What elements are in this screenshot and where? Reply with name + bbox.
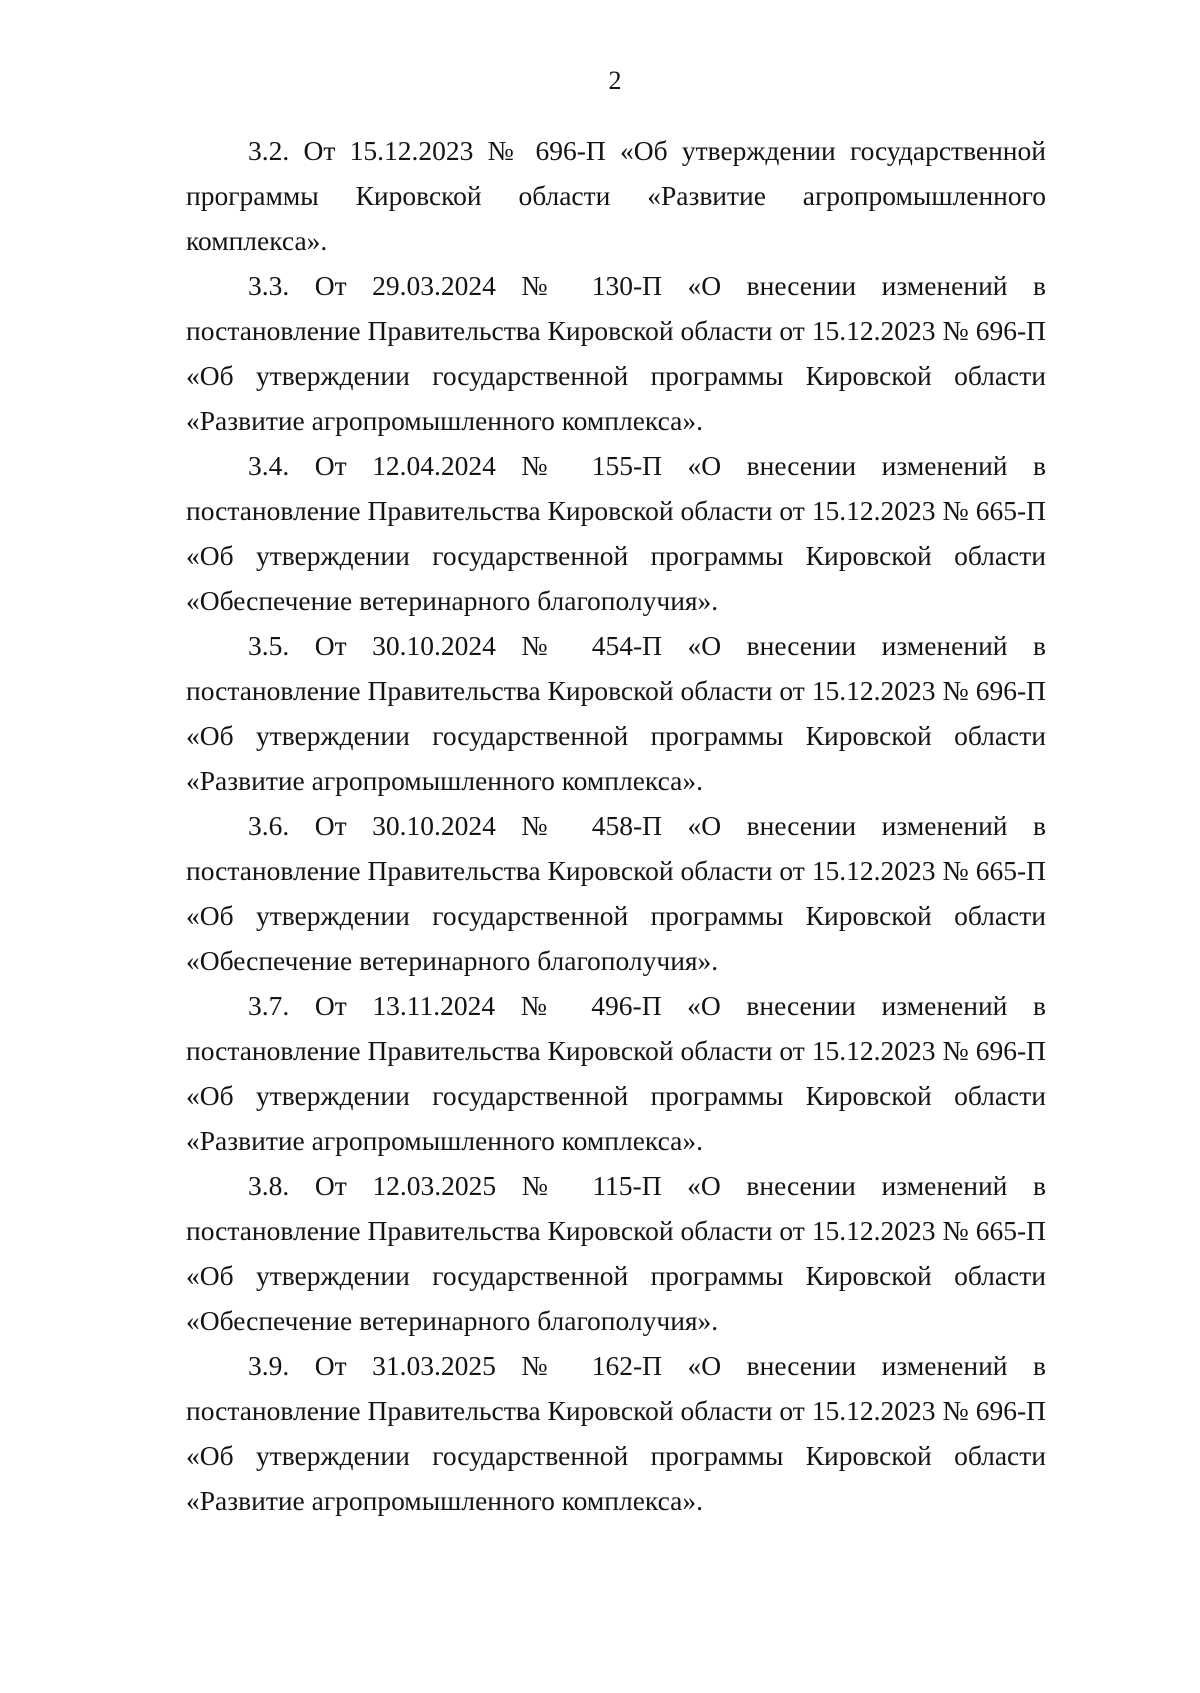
list-item-3-6: 3.6. От 30.10.2024 № 458-П «О внесении изменений в постановление Правительства Кировской области от 15.12.2023 № 665-П «Об утверждении государственной программы Кировской области «Обеспечение ветеринарного благополучия». — [186, 810, 1046, 976]
list-item-3-8: 3.8. От 12.03.2025 № 115-П «О внесении изменений в постановление Правительства Кировской области от 15.12.2023 № 665-П «Об утверждении государственной программы Кировской области «Обеспечение ветеринарного благополучия». — [186, 1170, 1046, 1336]
list-item-3-2: 3.2. От 15.12.2023 № 696-П «Об утверждении государственной программы Кировской области «Развитие агропромышленного комплекса». — [186, 135, 1046, 256]
list-item-3-5: 3.5. От 30.10.2024 № 454-П «О внесении изменений в постановление Правительства Кировской области от 15.12.2023 № 696-П «Об утверждении государственной программы Кировской области «Развитие агропромышленного комплекса». — [186, 630, 1046, 796]
list-item-3-7: 3.7. От 13.11.2024 № 496-П «О внесении изменений в постановление Правительства Кировской области от 15.12.2023 № 696-П «Об утверждении государственной программы Кировской области «Развитие агропромышленного комплекса». — [186, 990, 1046, 1156]
list-item-3-3: 3.3. От 29.03.2024 № 130-П «О внесении изменений в постановление Правительства Кировской области от 15.12.2023 № 696-П «Об утверждении государственной программы Кировской области «Развитие агропромышленного комплекса». — [186, 270, 1046, 436]
page-number: 2 — [608, 66, 622, 95]
document-body — [186, 128, 1046, 1523]
list-item-3-4: 3.4. От 12.04.2024 № 155-П «О внесении изменений в постановление Правительства Кировской области от 15.12.2023 № 665-П «Об утверждении государственной программы Кировской области «Обеспечение ветеринарного благополучия». — [186, 450, 1046, 616]
list-item-3-9: 3.9. От 31.03.2025 № 162-П «О внесении изменений в постановление Правительства Кировской области от 15.12.2023 № 696-П «Об утверждении государственной программы Кировской области «Развитие агропромышленного комплекса». — [186, 1350, 1046, 1516]
